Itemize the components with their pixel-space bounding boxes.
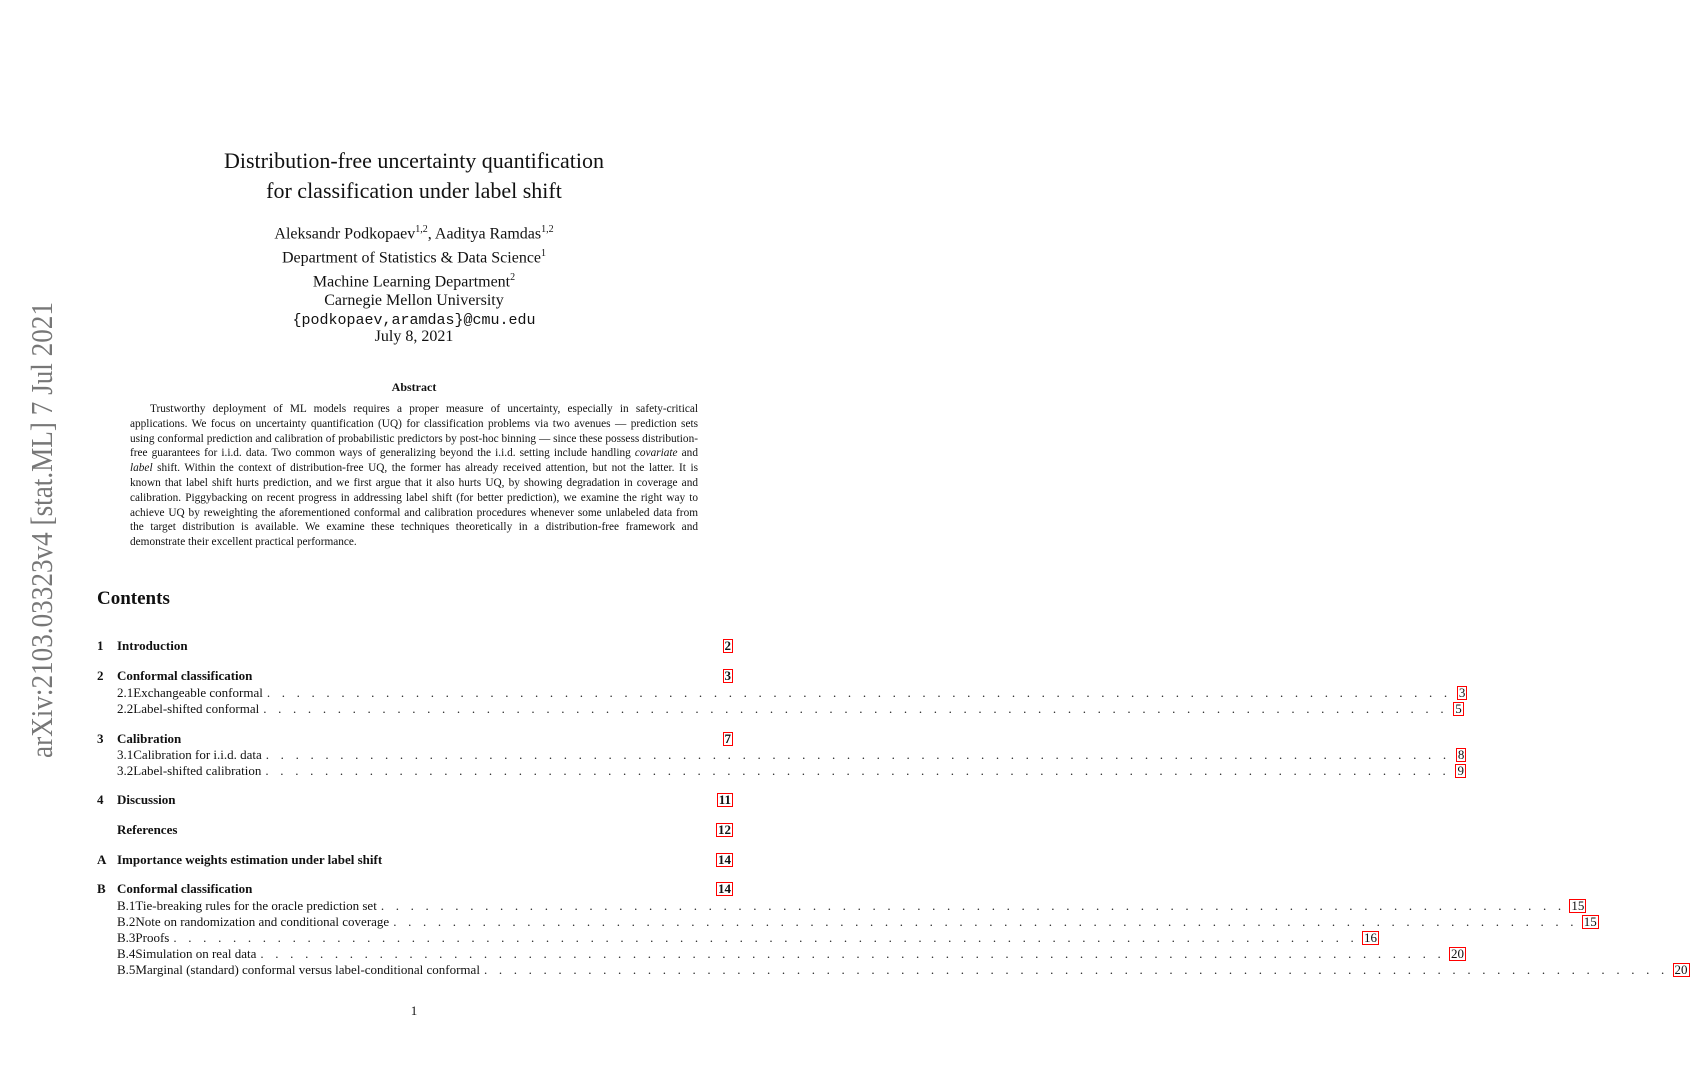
toc-entry-number: 1 [97, 638, 104, 653]
toc-entry-label[interactable]: Proofs [135, 930, 170, 945]
affiliation-2: Machine Learning Department$^2$ [312, 271, 516, 290]
toc-page-number[interactable]: 15 [1571, 898, 1585, 913]
toc-entry-label[interactable]: Calibration [117, 731, 182, 746]
toc-leader-dots: . . . . . . . . . . . . . . . . . . . . . . . . . . . . . . . . . . . . . . . . . . . . . . . . . . . . . . . . . . . . . . . . . . . . . . . . . . . . . . . . [263, 701, 1448, 716]
abstract-emphasis-label: label [130, 462, 153, 475]
toc-page-number[interactable]: 3 [724, 668, 731, 683]
toc-entry-label[interactable]: Tie-breaking rules for the oracle prediction set [135, 898, 377, 913]
toc-entry-number: B.5 [117, 962, 136, 977]
toc-page-link[interactable] [721, 668, 733, 684]
title-line-2: for classification under label shift [266, 178, 562, 203]
arxiv-stamp [6, 237, 66, 760]
toc-entry[interactable] [97, 946, 1464, 962]
toc-entry-label[interactable]: Conformal classification [117, 668, 253, 683]
toc-page-number[interactable]: 14 [718, 852, 731, 867]
page-number: 1 [410, 1003, 418, 1018]
toc-entry-label[interactable]: Importance weights estimation under label shift [117, 852, 383, 867]
toc-page-number[interactable]: 15 [1583, 914, 1597, 929]
paper-title [150, 146, 678, 206]
toc-page-link[interactable] [1569, 898, 1586, 914]
toc-page-link[interactable] [1454, 747, 1466, 763]
toc-entry-number: A [97, 852, 107, 867]
toc-entry-label[interactable]: References [117, 822, 178, 837]
author-line [150, 220, 678, 244]
toc-page-link[interactable] [1362, 930, 1379, 946]
toc-entry[interactable] [97, 898, 1585, 914]
toc-entry[interactable] [97, 685, 1466, 701]
toc-entry[interactable] [97, 638, 733, 654]
toc-entry[interactable] [97, 852, 733, 868]
toc-page-link[interactable] [1673, 962, 1690, 978]
arxiv-stamp-text: arXiv:2103.03323v4 [stat.ML] 7 Jul 2021 [24, 237, 59, 758]
toc-page-link[interactable] [1455, 685, 1467, 701]
toc-entry-number: B [97, 881, 106, 896]
toc-entry-label[interactable]: Calibration for i.i.d. data [133, 747, 262, 762]
contents-heading: Contents [97, 588, 170, 609]
affiliation-1: Department of Statistics & Data Science$^1$ [281, 247, 547, 267]
toc-leader-dots: . . . . . . . . . . . . . . . . . . . . . . . . . . . . . . . . . . . . . . . . . . . . . . . . . . . . . . . . . . . . . . . . . . . . . . . . . . . . . . . . [265, 763, 1450, 778]
toc-entry-label[interactable]: Label-shifted calibration [133, 763, 262, 778]
toc-entry-label[interactable]: Marginal (standard) conformal versus label-conditional conformal [135, 962, 480, 977]
paper-date: July 8, 2021 [374, 328, 454, 345]
toc-page-link[interactable] [717, 792, 733, 808]
toc-page-link[interactable] [716, 881, 733, 897]
toc-entry-number: B.4 [117, 946, 136, 961]
toc-leader-dots: . . . . . . . . . . . . . . . . . . . . . . . . . . . . . . . . . . . . . . . . . . . . . . . . . . . . . . . . . . . . . . . . . . . . . . . . . . . . . . . . [380, 898, 1566, 913]
toc-entry-label[interactable]: Label-shifted conformal [133, 701, 260, 716]
toc-page-number[interactable]: 14 [718, 881, 731, 896]
toc-entry-label[interactable]: Exchangeable conformal [133, 685, 263, 700]
affiliation-3: Carnegie Mellon University [324, 292, 504, 310]
toc-page-link[interactable] [1449, 946, 1466, 962]
toc-page-number[interactable]: 16 [1363, 930, 1377, 945]
toc-entry-number: 3 [97, 731, 104, 746]
author-1: Aleksandr Podkopaev [274, 225, 416, 243]
toc-entry-number: 3.1 [117, 747, 134, 762]
toc-entry[interactable] [97, 881, 733, 897]
toc-entry-label[interactable]: Simulation on real data [135, 946, 257, 961]
toc-entry-label[interactable]: Conformal classification [117, 881, 253, 896]
toc-entry[interactable] [97, 701, 1462, 717]
toc-entry[interactable] [97, 763, 1464, 779]
toc-page-number[interactable]: 20 [1674, 962, 1688, 977]
toc-entry[interactable] [97, 668, 733, 684]
author-email: {podkopaev,aramdas}@cmu.edu [292, 311, 536, 329]
toc-leader-dots: . . . . . . . . . . . . . . . . . . . . . . . . . . . . . . . . . . . . . . . . . . . . . . . . . . . . . . . . . . . . . . . . . . . . . . . . . . . . . . . . [260, 946, 1445, 961]
toc-leader-dots: . . . . . . . . . . . . . . . . . . . . . . . . . . . . . . . . . . . . . . . . . . . . . . . . . . . . . . . . . . . . . . . . . . . . . . . . . . . . . . . . [265, 747, 1451, 762]
toc-entry[interactable] [97, 962, 1688, 978]
toc-entry[interactable] [97, 914, 1597, 930]
toc-page-link[interactable] [721, 731, 733, 747]
toc-entry-label[interactable]: Introduction [117, 638, 188, 653]
toc-page-number[interactable]: 20 [1450, 946, 1464, 961]
toc-page-link[interactable] [716, 822, 733, 838]
toc-page-link[interactable] [1582, 914, 1599, 930]
toc-page-number[interactable]: 9 [1457, 763, 1464, 778]
toc-entry[interactable] [97, 822, 733, 838]
author-1-affil: 1,2 [415, 224, 428, 235]
toc-entry-number: B.3 [117, 930, 136, 945]
toc-entry-number: 2.1 [117, 685, 134, 700]
toc-page-link[interactable] [1454, 763, 1466, 779]
toc-entry-number: B.1 [117, 898, 136, 913]
abstract-emphasis-covariate: covariate [634, 447, 678, 460]
title-line-1: Distribution-free uncertainty quantification [224, 148, 604, 173]
toc-entry-label[interactable]: Discussion [117, 792, 176, 807]
toc-entry[interactable] [97, 747, 1465, 763]
toc-page-link[interactable] [716, 852, 733, 868]
toc-entry-number: 2.2 [117, 701, 134, 716]
toc-entry-label[interactable]: Note on randomization and conditional coverage [135, 914, 390, 929]
toc-leader-dots: . . . . . . . . . . . . . . . . . . . . . . . . . . . . . . . . . . . . . . . . . . . . . . . . . . . . . . . . . . . . . . . . . . . . . . . . . . . . . . . . [393, 914, 1578, 929]
toc-page-number[interactable]: 3 [1458, 685, 1466, 700]
toc-entry-number: B.2 [117, 914, 136, 929]
abstract-text: Trustworthy deployment of ML models requires a proper measure of uncertainty, especially in safety-critical applications. We focus on uncertainty quantification (UQ) for classification problems via two avenues — prediction sets using conformal prediction and calibration of probabilistic predictors by post-hoc binning — since these possess distribution-free guarantees for i.i.d. data. Two common ways of generalizing beyond the i.i.d. setting include handling covariate and label shift. Within the context of distribution-free UQ, the former has already received attention, but not the latter. It is known that label shift hurts prediction, and we first argue that it also hurts UQ, by showing degradation in coverage and calibration. Piggybacking on recent progress in addressing label shift (for better prediction), we examine the right way to achieve UQ by reweighting the aforementioned conformal and calibration procedures whenever some unlabeled data from the target distribution is available. We examine these techniques theoretically in a distribution-free framework and demonstrate their excellent practical performance. [130, 403, 698, 549]
toc-entry-number: 2 [97, 668, 104, 683]
toc-leader-dots: . . . . . . . . . . . . . . . . . . . . . . . . . . . . . . . . . . . . . . . . . . . . . . . . . . . . . . . . . . . . . . . . . . . . . . . . . . . . . . . . [266, 685, 1452, 700]
author-block [150, 220, 678, 330]
author-2-affil: 1,2 [541, 224, 554, 235]
toc-page-link[interactable] [1452, 701, 1464, 717]
toc-leader-dots: . . . . . . . . . . . . . . . . . . . . . . . . . . . . . . . . . . . . . . . . . . . . . . . . . . . . . . . . . . . . . . . . . . . . . . . . . . . . . . . . [483, 962, 1669, 977]
author-2: Aaditya Ramdas [434, 225, 542, 243]
toc-page-number[interactable]: 11 [718, 792, 731, 807]
toc-page-link[interactable] [721, 638, 733, 654]
toc-page-number[interactable]: 7 [724, 731, 731, 746]
toc-page-number[interactable]: 2 [724, 638, 731, 653]
author-separator: , [427, 225, 435, 243]
toc-page-number[interactable]: 12 [718, 822, 731, 837]
toc-page-number[interactable]: 5 [1455, 701, 1462, 716]
toc-page-number[interactable]: 8 [1457, 747, 1465, 762]
toc-entry-number: 3.2 [117, 763, 134, 778]
toc-leader-dots: . . . . . . . . . . . . . . . . . . . . . . . . . . . . . . . . . . . . . . . . . . . . . . . . . . . . . . . . . . . . . . . . . . . . . . . . . . . . . . . . [173, 930, 1358, 945]
toc-entry[interactable] [97, 792, 733, 808]
toc-entry-number: 4 [97, 792, 104, 807]
toc-entry[interactable] [97, 930, 1377, 946]
toc-entry[interactable] [97, 731, 733, 747]
abstract-heading: Abstract [391, 380, 437, 394]
